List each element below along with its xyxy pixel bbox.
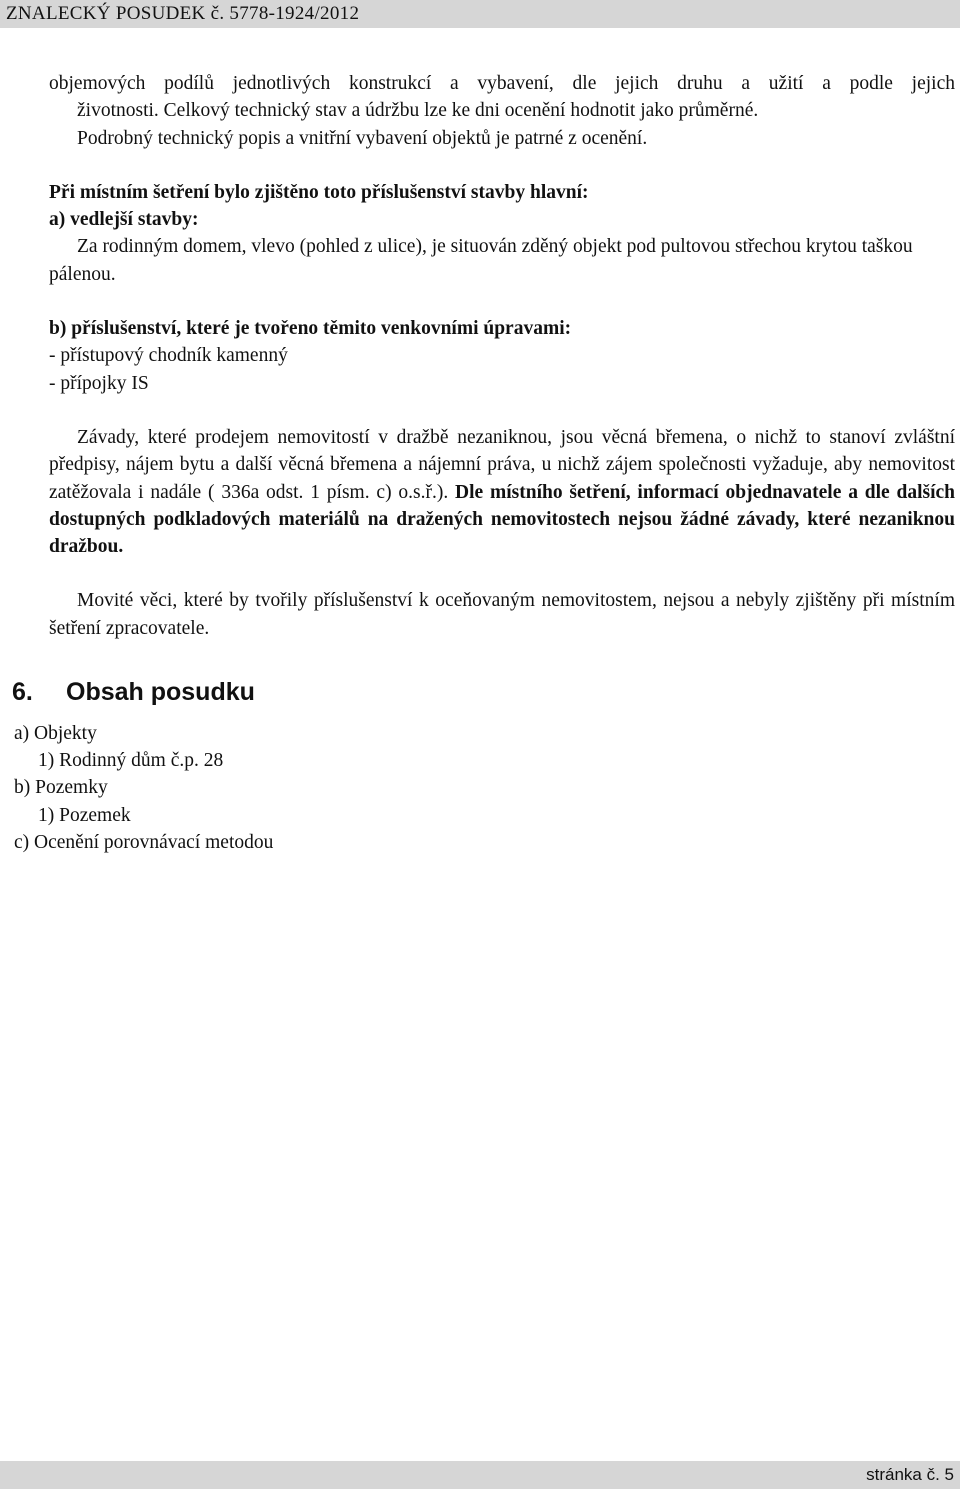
heading-outdoor-works: [49, 315, 955, 342]
heading-outdoor-works-text: b) příslušenství, které je tvořeno těmito venkovními úpravami:: [49, 318, 572, 340]
section-heading: [12, 676, 255, 708]
paragraph-technical-description: Podrobný technický popis a vnitřní vybavení objektů je patrné z ocenění.: [77, 127, 648, 149]
heading-secondary-buildings-text: a) vedlejší stavby:: [49, 209, 199, 231]
heading-accessories: [49, 179, 955, 206]
list-item-path: - přístupový chodník kamenný: [49, 345, 288, 367]
defects-conclusion: Dle místního šetření, informací objednavatele a dle dalších dostupných podkladových materiálů na dražených nemovitostech nejsou žádné závady, které nezaniknou dražbou.: [49, 481, 956, 558]
section-title: Obsah posudku: [66, 678, 255, 706]
heading-accessories-text: Při místním šetření bylo zjištěno toto příslušenství stavby hlavní:: [49, 181, 589, 203]
list-item: b) Pozemky: [14, 777, 108, 799]
page-footer: [0, 1461, 960, 1489]
spacer: [49, 288, 955, 315]
list-item-connections: - přípojky IS: [49, 372, 149, 394]
section-number: 6.: [12, 678, 33, 706]
paragraph-condition-line2: životnosti. Celkový technický stav a údržbu lze ke dni ocenění hodnotit jako průměrné.: [77, 100, 759, 122]
spacer: [49, 152, 955, 179]
page-header: [0, 0, 960, 28]
heading-secondary-buildings: [49, 206, 955, 233]
list-item: 1) Rodinný dům č.p. 28: [38, 750, 224, 772]
list-item: 1) Pozemek: [38, 804, 131, 826]
contents-list: [14, 720, 273, 856]
list-item: a) Objekty: [14, 723, 97, 744]
list-item: c) Ocenění porovnávací metodou: [14, 831, 274, 853]
document-body: [49, 70, 955, 642]
paragraph-secondary-building: Za rodinným domem, vlevo (pohled z ulice), je situován zděný objekt pod pultovou střechou krytou taškou pálenou.: [49, 236, 913, 285]
spacer: [49, 397, 955, 424]
page-number: stránka č. 5: [866, 1465, 954, 1484]
spacer: [49, 560, 955, 587]
paragraph-movables: Movité věci, které by tvořily příslušenství k oceňovaným nemovitostem, nejsou a nebyly zjištěny při místním šetření zpracovatele.: [49, 590, 955, 639]
paragraph-defects: [49, 424, 955, 560]
header-title: ZNALECKÝ POSUDEK č. 5778-1924/2012: [6, 3, 360, 24]
paragraph-condition-line1: objemových podílů jednotlivých konstrukcí a vybavení, dle jejich druhu a užití a podle jejich: [49, 73, 955, 94]
defects-text: Závady, které prodejem nemovitostí v dražbě nezaniknou, jsou věcná břemena, o nichž to stanoví zvláštní předpisy, nájem bytu a další věcná břemena a nájemní práva, u nichž zájem společnosti vyžaduje, aby nemovitost zatěžovala i nadále ( 336a odst. 1 písm. c) o.s.ř.).: [49, 426, 955, 503]
